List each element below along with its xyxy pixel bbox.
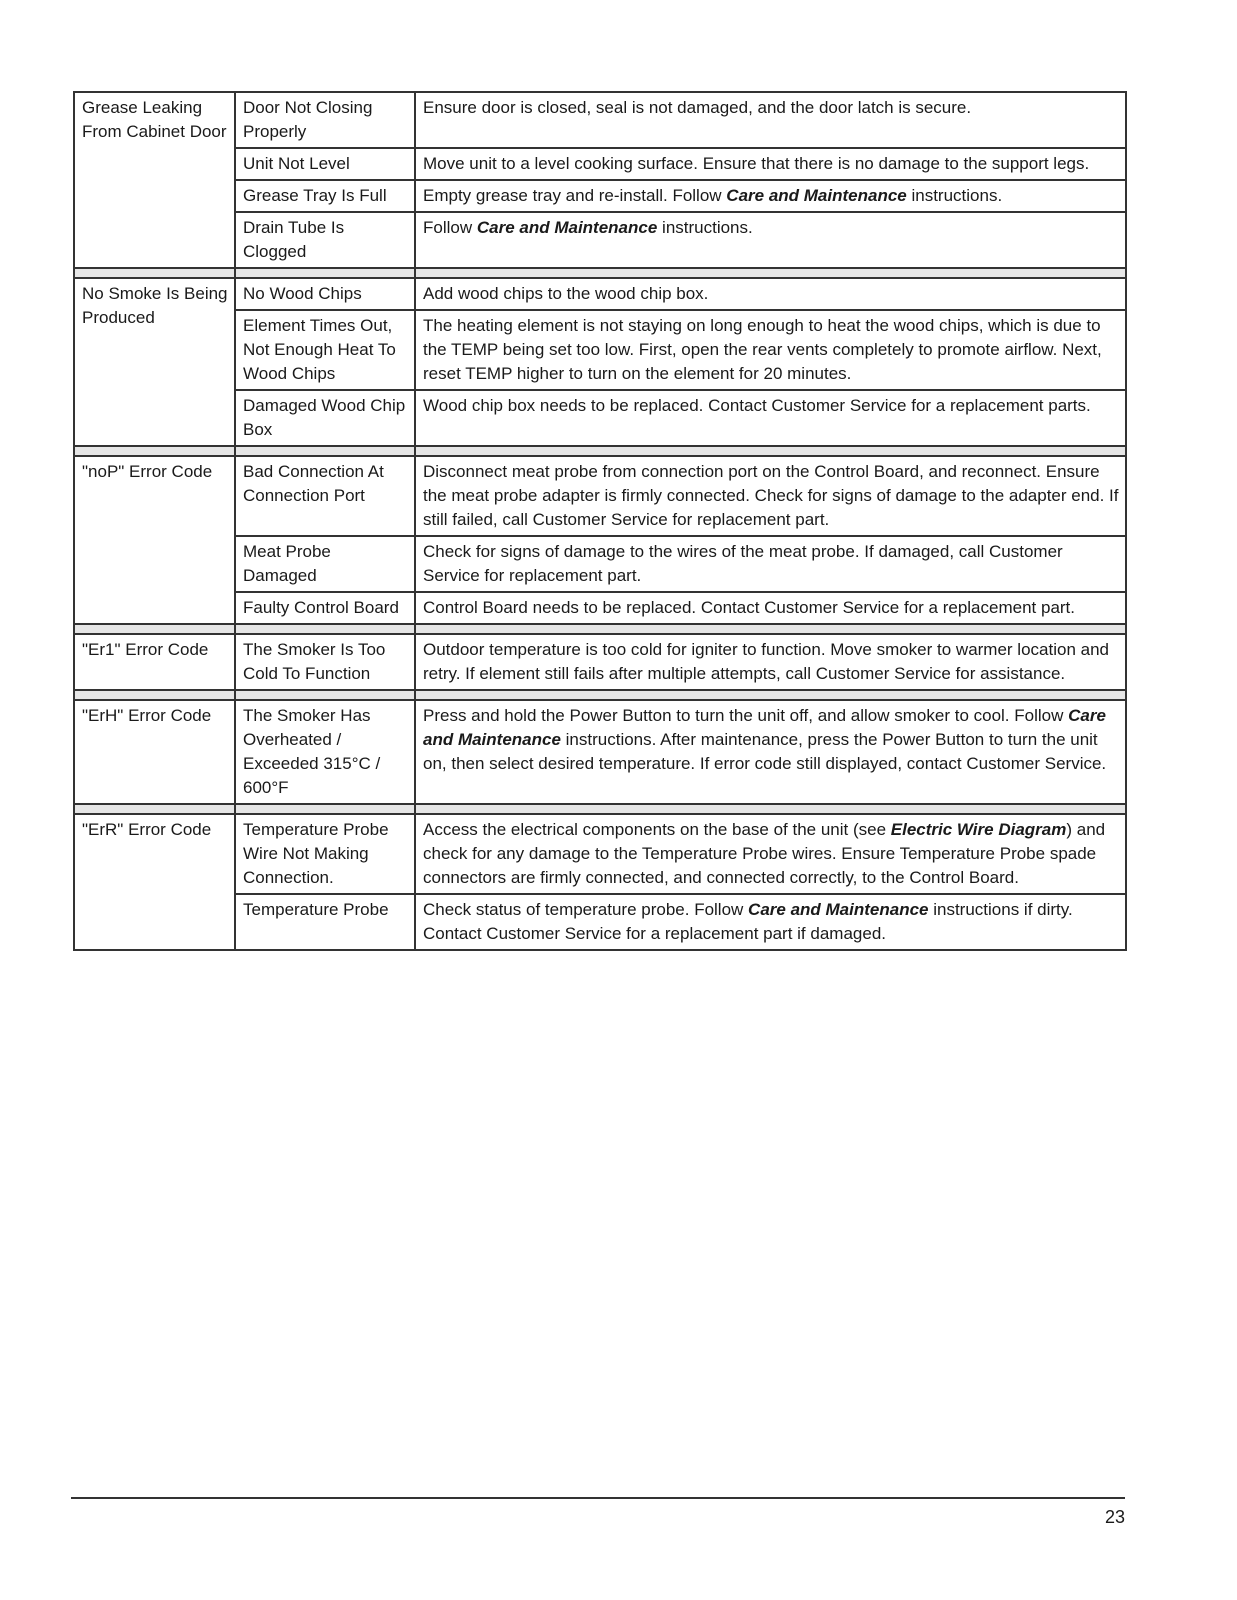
solution-text: instructions. [906,186,1003,205]
solution-text: Disconnect meat probe from connection port on the Control Board, and reconnect. Ensure the meat probe adapter is firmly connected. Check for signs of damage to the adapter end. If still failed, call Customer Service for replacement part. [423,462,1119,529]
table-row [74,700,1126,804]
solution-cell [415,180,1126,212]
table-row [74,814,1126,894]
solution-cell [415,634,1126,690]
solution-cell [415,278,1126,310]
separator-cell [74,446,235,456]
table-row [74,456,1126,536]
manual-section-reference: Care and Maintenance [748,900,929,919]
cause-cell: Damaged Wood Chip Box [235,390,415,446]
solution-text: instructions. [657,218,753,237]
table-row [74,92,1126,148]
cause-cell: The Smoker Has Overheated / Exceeded 315°C / 600°F [235,700,415,804]
solution-text: Move unit to a level cooking surface. Ensure that there is no damage to the support legs. [423,154,1090,173]
page-number: 23 [1104,1507,1125,1527]
table-row [74,278,1126,310]
solution-text: Check for signs of damage to the wires of the meat probe. If damaged, call Customer Service for replacement part. [423,542,1063,585]
separator-cell [235,268,415,278]
solution-text: Control Board needs to be replaced. Contact Customer Service for a replacement part. [423,598,1076,617]
cause-cell: Faulty Control Board [235,592,415,624]
solution-text: Follow [423,218,477,237]
cause-cell: Unit Not Level [235,148,415,180]
solution-text: Ensure door is closed, seal is not damaged, and the door latch is secure. [423,98,972,117]
footer-rule [71,1497,1125,1499]
separator-cell [415,446,1126,456]
separator-cell [235,624,415,634]
solution-cell [415,310,1126,390]
separator-cell [74,268,235,278]
cause-cell: The Smoker Is Too Cold To Function [235,634,415,690]
cause-cell: Drain Tube Is Clogged [235,212,415,268]
group-separator-row [74,268,1126,278]
separator-cell [415,690,1126,700]
problem-cell: No Smoke Is Being Produced [74,278,235,446]
solution-cell [415,536,1126,592]
cause-cell: Element Times Out, Not Enough Heat To Wood Chips [235,310,415,390]
separator-cell [235,690,415,700]
problem-cell: "Er1" Error Code [74,634,235,690]
group-separator-row [74,446,1126,456]
group-separator-row [74,624,1126,634]
solution-text: Empty grease tray and re-install. Follow [423,186,727,205]
solution-text: Check status of temperature probe. Follow [423,900,749,919]
solution-text: instructions if dirty. Contact Customer Service for a replacement part if damaged. [423,900,1073,943]
solution-text: Access the electrical components on the base of the unit (see [423,820,891,839]
cause-cell: Grease Tray Is Full [235,180,415,212]
manual-section-reference: Electric Wire Diagram [890,820,1067,839]
manual-section-reference: Care and Maintenance [726,186,907,205]
separator-cell [235,446,415,456]
troubleshooting-table-body [74,92,1126,950]
cause-cell: Door Not Closing Properly [235,92,415,148]
solution-text: Press and hold the Power Button to turn the unit off, and allow smoker to cool. Follow [423,706,1069,725]
solution-cell [415,894,1126,950]
cause-cell: Temperature Probe [235,894,415,950]
separator-cell [415,268,1126,278]
solution-text: The heating element is not staying on long enough to heat the wood chips, which is due to the TEMP being set too low. First, open the rear vents completely to promote airflow. Next, reset TEMP higher to turn on the element for 20 minutes. [423,316,1102,383]
solution-text: ) and check for any damage to the Temperature Probe wires. Ensure Temperature Probe spade connectors are firmly connected, and connected correctly, to the Control Board. [423,820,1106,887]
manual-section-reference: Care and Maintenance [476,218,658,237]
separator-cell [74,624,235,634]
problem-cell: "noP" Error Code [74,456,235,624]
solution-cell [415,212,1126,268]
solution-cell [415,456,1126,536]
separator-cell [415,624,1126,634]
manual-section-reference: Care and Maintenance [423,706,1106,749]
solution-text: instructions. After maintenance, press the Power Button to turn the unit on, then select desired temperature. If error code still displayed, contact Customer Service. [423,730,1107,773]
cause-cell: Bad Connection At Connection Port [235,456,415,536]
group-separator-row [74,690,1126,700]
separator-cell [415,804,1126,814]
problem-cell: "ErR" Error Code [74,814,235,950]
cause-cell: Temperature Probe Wire Not Making Connection. [235,814,415,894]
problem-cell: Grease Leaking From Cabinet Door [74,92,235,268]
separator-cell [74,804,235,814]
solution-cell [415,92,1126,148]
solution-cell [415,814,1126,894]
solution-text: Wood chip box needs to be replaced. Contact Customer Service for a replacement parts. [423,396,1091,415]
solution-cell [415,592,1126,624]
troubleshooting-table [73,91,1127,951]
group-separator-row [74,804,1126,814]
table-row [74,634,1126,690]
solution-cell [415,700,1126,804]
solution-text: Add wood chips to the wood chip box. [423,284,709,303]
solution-text: Outdoor temperature is too cold for igniter to function. Move smoker to warmer location and retry. If element still fails after multiple attempts, call Customer Service for assistance. [423,640,1109,683]
cause-cell: No Wood Chips [235,278,415,310]
solution-cell [415,148,1126,180]
solution-cell [415,390,1126,446]
problem-cell: "ErH" Error Code [74,700,235,804]
separator-cell [235,804,415,814]
cause-cell: Meat Probe Damaged [235,536,415,592]
separator-cell [74,690,235,700]
